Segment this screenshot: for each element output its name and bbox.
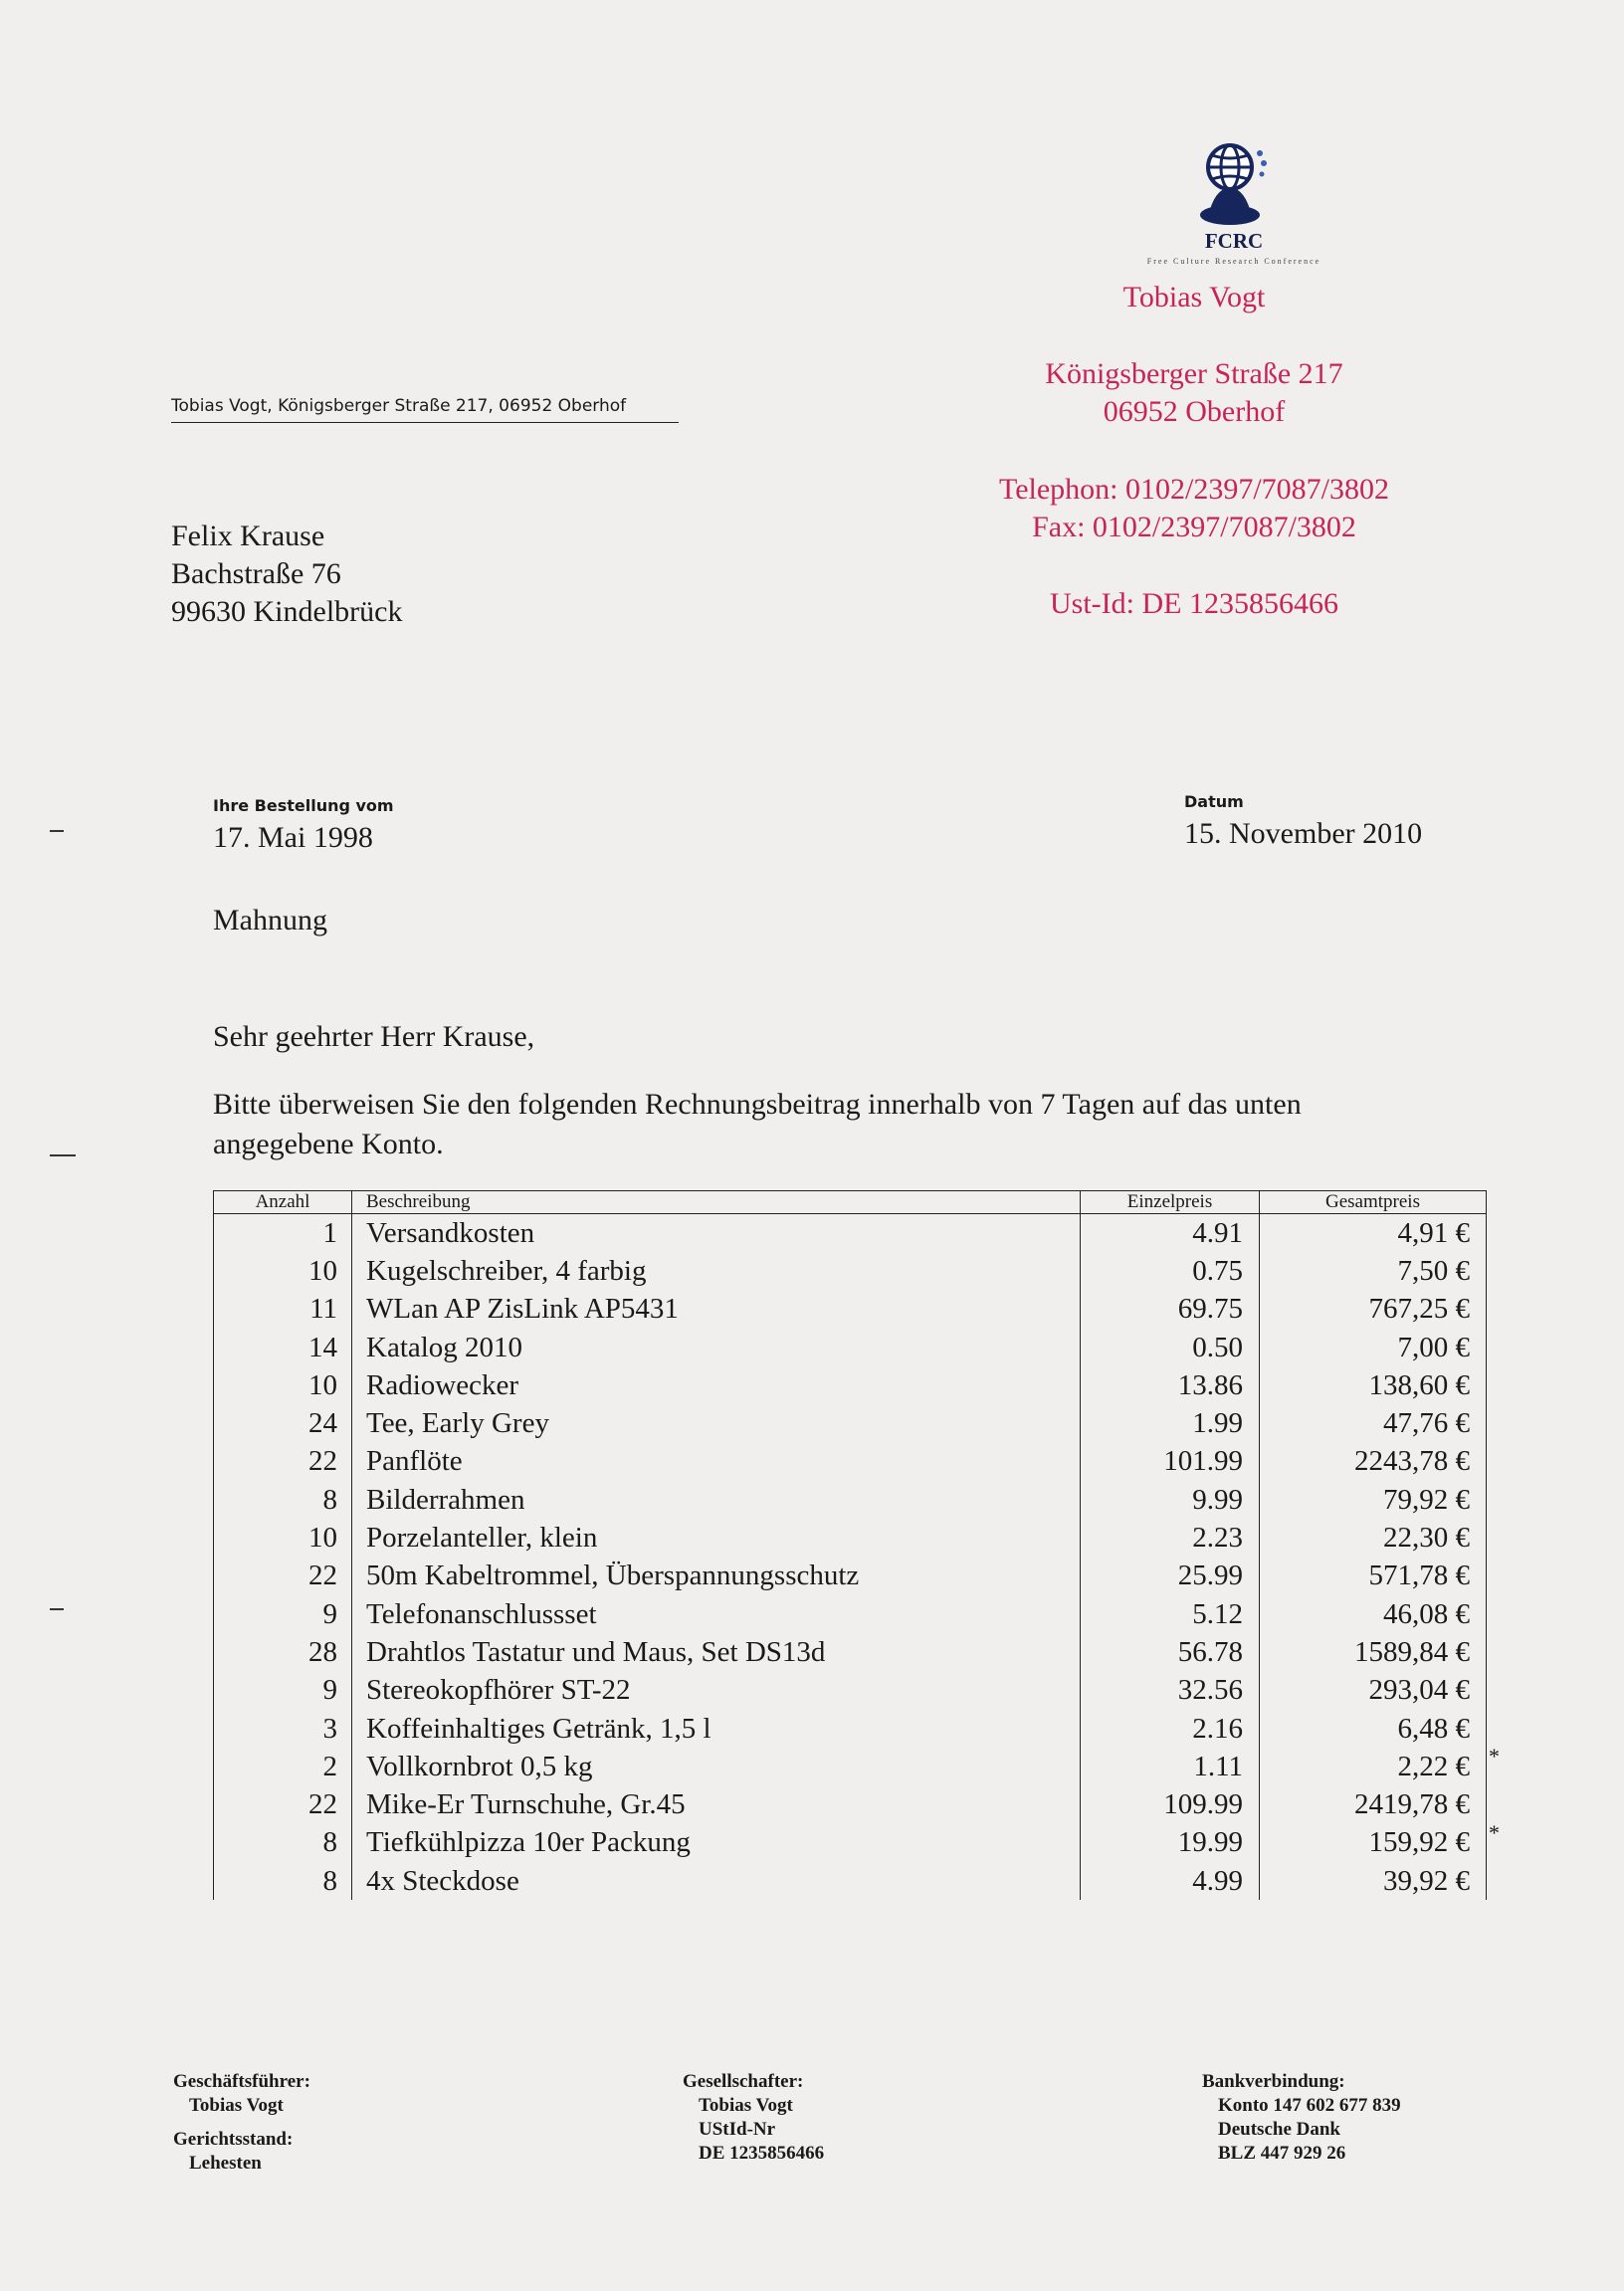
recipient-address xyxy=(171,518,402,631)
item-unit-price: 19.99 xyxy=(1081,1824,1260,1862)
table-row xyxy=(214,1558,1487,1595)
footer-bank-label: Bankverbindung: xyxy=(1202,2071,1345,2092)
item-description: Vollkornbrot 0,5 kg xyxy=(352,1748,1081,1785)
item-total-price xyxy=(1260,1329,1487,1366)
item-quantity: 8 xyxy=(214,1481,352,1519)
body-text: Bitte überweisen Sie den folgenden Rechnungsbeitrag innerhalb von 7 Tagen auf das unten angegebene Konto. xyxy=(213,1088,1302,1160)
item-quantity: 22 xyxy=(214,1443,352,1481)
item-total-price xyxy=(1260,1595,1487,1633)
item-quantity: 28 xyxy=(214,1633,352,1671)
table-row xyxy=(214,1862,1487,1900)
sender-street: Königsberger Straße 217 xyxy=(1045,357,1343,390)
footer-bank-code: BLZ 447 929 26 xyxy=(1218,2143,1346,2164)
items-table xyxy=(213,1190,1500,1900)
item-quantity: 8 xyxy=(214,1862,352,1900)
order-date-block xyxy=(213,796,394,855)
item-total-price xyxy=(1260,1252,1487,1290)
header-qty: Anzahl xyxy=(214,1191,352,1214)
fcrc-logo xyxy=(1134,137,1333,267)
item-description: Porzelanteller, klein xyxy=(352,1519,1081,1557)
item-total-price xyxy=(1260,1366,1487,1404)
item-total-value: 767,25 € xyxy=(1368,1293,1470,1326)
item-total-price xyxy=(1260,1404,1487,1442)
item-total-price xyxy=(1260,1710,1487,1748)
item-unit-price: 1.11 xyxy=(1081,1748,1260,1785)
item-description: Stereokopfhörer ST-22 xyxy=(352,1672,1081,1710)
footer-shareholder-label: Gesellschafter: xyxy=(683,2071,804,2092)
table-row xyxy=(214,1443,1487,1481)
sender-vat-block xyxy=(955,585,1433,623)
item-total-value: 46,08 € xyxy=(1383,1597,1470,1630)
table-header-row xyxy=(214,1191,1487,1214)
item-unit-price: 2.23 xyxy=(1081,1519,1260,1557)
fold-mark xyxy=(50,1154,76,1156)
item-description: 4x Steckdose xyxy=(352,1862,1081,1900)
order-label: Ihre Bestellung vom xyxy=(213,796,394,815)
item-unit-price: 56.78 xyxy=(1081,1633,1260,1671)
item-description: Telefonanschlussset xyxy=(352,1595,1081,1633)
item-description: Katalog 2010 xyxy=(352,1329,1081,1366)
item-total-price xyxy=(1260,1744,1500,1785)
item-total-value: 2419,78 € xyxy=(1354,1788,1470,1821)
item-total-value: 7,50 € xyxy=(1397,1254,1470,1287)
item-unit-price: 4.91 xyxy=(1081,1214,1260,1253)
item-unit-price: 4.99 xyxy=(1081,1862,1260,1900)
item-total-value: 47,76 € xyxy=(1383,1407,1470,1440)
item-unit-price: 0.50 xyxy=(1081,1329,1260,1366)
globe-icon xyxy=(1194,137,1274,227)
item-total-value: 159,92 € xyxy=(1368,1826,1470,1859)
table-row xyxy=(214,1785,1487,1823)
item-unit-price: 5.12 xyxy=(1081,1595,1260,1633)
table-row xyxy=(214,1748,1487,1785)
item-description: Radiowecker xyxy=(352,1366,1081,1404)
recipient-city: 99630 Kindelbrück xyxy=(171,595,403,628)
logo-subtitle: Free Culture Research Conference xyxy=(1146,257,1321,266)
item-total-value: 7,00 € xyxy=(1397,1331,1470,1363)
item-unit-price: 1.99 xyxy=(1081,1404,1260,1442)
sender-fax: Fax: 0102/2397/7087/3802 xyxy=(1032,511,1356,543)
item-unit-price: 109.99 xyxy=(1081,1785,1260,1823)
item-quantity: 22 xyxy=(214,1785,352,1823)
logo-name: FCRC xyxy=(1204,229,1264,253)
item-quantity: 24 xyxy=(214,1404,352,1442)
item-total-value: 39,92 € xyxy=(1383,1864,1470,1897)
table-row xyxy=(214,1672,1487,1710)
item-total-price xyxy=(1260,1862,1487,1900)
table-row xyxy=(214,1824,1487,1862)
table-row xyxy=(214,1404,1487,1442)
order-date: 17. Mai 1998 xyxy=(213,821,373,854)
item-description: Koffeinhaltiges Getränk, 1,5 l xyxy=(352,1710,1081,1748)
item-quantity: 8 xyxy=(214,1824,352,1862)
footer-ceo-label: Geschäftsführer: xyxy=(173,2071,310,2092)
table-row xyxy=(214,1252,1487,1290)
item-total-price xyxy=(1260,1443,1487,1481)
footer-management xyxy=(173,2070,310,2176)
header-description: Beschreibung xyxy=(352,1191,1081,1214)
sender-phone: Telephon: 0102/2397/7087/3802 xyxy=(998,473,1390,506)
footer-bank xyxy=(1202,2070,1401,2166)
item-description: 50m Kabeltrommel, Überspannungsschutz xyxy=(352,1558,1081,1595)
sender-address-block xyxy=(955,355,1433,431)
item-total-price xyxy=(1260,1633,1487,1671)
table-row xyxy=(214,1366,1487,1404)
subject-line: Mahnung xyxy=(213,904,327,937)
item-unit-price: 13.86 xyxy=(1081,1366,1260,1404)
item-quantity: 2 xyxy=(214,1748,352,1785)
item-total-value: 4,91 € xyxy=(1397,1216,1470,1249)
item-total-value: 571,78 € xyxy=(1368,1560,1470,1592)
item-quantity: 3 xyxy=(214,1710,352,1748)
footer-vat-number: DE 1235856466 xyxy=(699,2143,825,2164)
item-description: WLan AP ZisLink AP5431 xyxy=(352,1291,1081,1329)
item-unit-price: 101.99 xyxy=(1081,1443,1260,1481)
footer-ceo-name: Tobias Vogt xyxy=(189,2095,284,2116)
footer-bank-account: Konto 147 602 677 839 xyxy=(1218,2095,1401,2116)
item-quantity: 10 xyxy=(214,1519,352,1557)
table-row xyxy=(214,1710,1487,1748)
item-description: Kugelschreiber, 4 farbig xyxy=(352,1252,1081,1290)
footer-shareholder xyxy=(683,2070,824,2166)
item-unit-price: 0.75 xyxy=(1081,1252,1260,1290)
item-unit-price: 2.16 xyxy=(1081,1710,1260,1748)
item-description: Panflöte xyxy=(352,1443,1081,1481)
table-row xyxy=(214,1291,1487,1329)
item-total-value: 2,22 € xyxy=(1397,1750,1470,1782)
table-row xyxy=(214,1481,1487,1519)
item-total-price xyxy=(1260,1785,1487,1823)
item-total-price xyxy=(1260,1291,1487,1329)
fold-mark xyxy=(50,1608,64,1610)
item-description: Bilderrahmen xyxy=(352,1481,1081,1519)
item-quantity: 11 xyxy=(214,1291,352,1329)
item-total-price xyxy=(1260,1558,1487,1595)
item-quantity: 9 xyxy=(214,1595,352,1633)
footer-court-value: Lehesten xyxy=(189,2153,262,2174)
item-unit-price: 25.99 xyxy=(1081,1558,1260,1595)
item-total-value: 138,60 € xyxy=(1368,1368,1470,1401)
table-row xyxy=(214,1595,1487,1633)
item-description: Tee, Early Grey xyxy=(352,1404,1081,1442)
item-unit-price: 69.75 xyxy=(1081,1291,1260,1329)
recipient-name: Felix Krause xyxy=(171,520,325,552)
header-unit-price: Einzelpreis xyxy=(1081,1191,1260,1214)
fold-mark xyxy=(50,830,64,832)
item-total-price xyxy=(1260,1819,1500,1862)
item-quantity: 10 xyxy=(214,1366,352,1404)
item-quantity: 1 xyxy=(214,1214,352,1253)
item-total-value: 2243,78 € xyxy=(1354,1445,1470,1478)
footnote-mark: * xyxy=(1489,1819,1500,1845)
item-total-value: 1589,84 € xyxy=(1354,1635,1470,1668)
item-total-price xyxy=(1260,1672,1487,1710)
item-total-value: 293,04 € xyxy=(1368,1674,1470,1707)
item-total-price xyxy=(1260,1519,1487,1557)
letter-date: 15. November 2010 xyxy=(1184,817,1423,850)
item-total-price xyxy=(1260,1214,1487,1253)
table-body xyxy=(214,1214,1500,1901)
table-row xyxy=(214,1329,1487,1366)
item-quantity: 14 xyxy=(214,1329,352,1366)
item-total-value: 6,48 € xyxy=(1397,1712,1470,1745)
item-total-value: 79,92 € xyxy=(1383,1483,1470,1516)
sender-name: Tobias Vogt xyxy=(1122,281,1266,313)
salutation: Sehr geehrter Herr Krause, xyxy=(213,1020,535,1053)
table-row xyxy=(214,1519,1487,1557)
item-description: Versandkosten xyxy=(352,1214,1081,1253)
item-quantity: 10 xyxy=(214,1252,352,1290)
item-total-value: 22,30 € xyxy=(1383,1522,1470,1555)
item-total-price xyxy=(1260,1481,1487,1519)
sender-vat: Ust-Id: DE 1235856466 xyxy=(1050,587,1338,620)
footer-court-label: Gerichtsstand: xyxy=(173,2129,294,2150)
item-quantity: 9 xyxy=(214,1672,352,1710)
item-description: Drahtlos Tastatur und Maus, Set DS13d xyxy=(352,1633,1081,1671)
table-row xyxy=(214,1633,1487,1671)
item-quantity: 22 xyxy=(214,1558,352,1595)
footer-vat-label: UStId-Nr xyxy=(699,2119,776,2140)
footer-shareholder-name: Tobias Vogt xyxy=(699,2095,793,2116)
sender-name-block xyxy=(955,279,1433,316)
sender-city: 06952 Oberhof xyxy=(1103,395,1286,428)
footnote-mark: * xyxy=(1489,1744,1500,1770)
return-address: Tobias Vogt, Königsberger Straße 217, 06952 Oberhof xyxy=(171,396,679,423)
date-label: Datum xyxy=(1184,792,1244,811)
sender-contact-block xyxy=(955,471,1433,546)
recipient-street: Bachstraße 76 xyxy=(171,557,341,590)
footer-bank-name: Deutsche Dank xyxy=(1218,2119,1340,2140)
item-description: Mike-Er Turnschuhe, Gr.45 xyxy=(352,1785,1081,1823)
item-unit-price: 32.56 xyxy=(1081,1672,1260,1710)
item-unit-price: 9.99 xyxy=(1081,1481,1260,1519)
item-description: Tiefkühlpizza 10er Packung xyxy=(352,1824,1081,1862)
table-row xyxy=(214,1214,1487,1253)
header-total-price: Gesamtpreis xyxy=(1260,1191,1487,1214)
letter-date-block xyxy=(1184,792,1422,851)
